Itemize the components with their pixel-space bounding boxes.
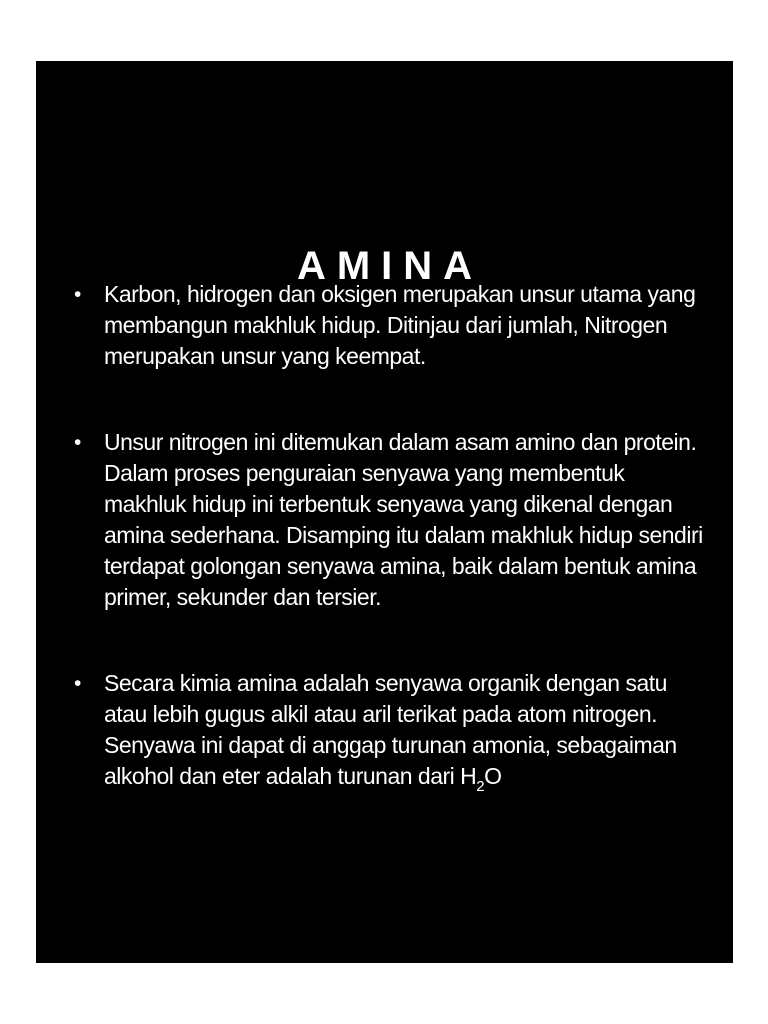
bullet-text: Secara kimia amina adalah senyawa organik dengan satu atau lebih gugus alkil atau aril terikat pada atom nitrogen. Senyawa ini dapat di anggap turunan amonia, sebagaiman alkohol dan eter adalah turunan dari H [104, 670, 677, 789]
bullet-marker: • [74, 431, 81, 454]
bullet-item [72, 279, 712, 372]
formula-tail: O [484, 763, 502, 789]
bullet-text: Unsur nitrogen ini ditemukan dalam asam amino dan protein. Dalam proses penguraian senyawa yang membentuk makhluk hidup ini terbentuk senyawa yang dikenal dengan amina sederhana. Disamping itu dalam makhluk hidup sendiri terdapat golongan senyawa amina, baik dalam bentuk amina primer, sekunder dan tersier. [104, 429, 703, 610]
bullet-marker: • [74, 283, 81, 306]
bullet-item [72, 668, 712, 795]
formula-subscript: 2 [476, 778, 485, 795]
slide-title: AMINA [296, 244, 484, 288]
slide [36, 61, 733, 963]
bullet-list [72, 279, 712, 795]
bullet-item [72, 427, 712, 613]
bullet-text: Karbon, hidrogen dan oksigen merupakan unsur utama yang membangun makhluk hidup. Ditinjau dari jumlah, Nitrogen merupakan unsur yang keempat. [104, 281, 696, 369]
bullet-marker: • [74, 672, 81, 695]
